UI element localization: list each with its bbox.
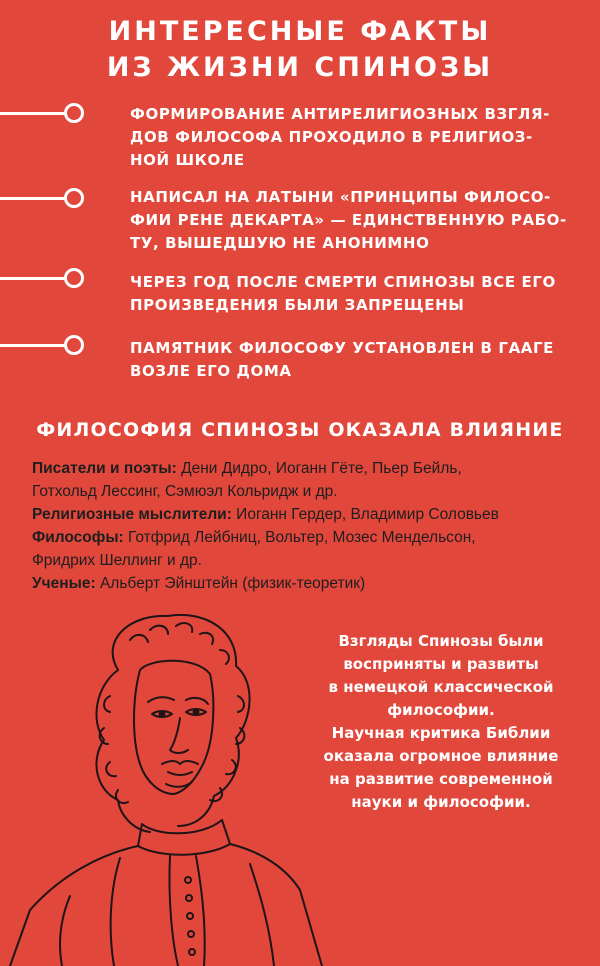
conclusion-line: на развитие современной	[329, 770, 553, 788]
influence-label: Философы:	[32, 529, 124, 546]
fact-line: НАПИСАЛ НА ЛАТЫНИ «ПРИНЦИПЫ ФИЛОСО-	[130, 188, 551, 206]
fact-line: ФОРМИРОВАНИЕ АНТИРЕЛИГИОЗНЫХ ВЗГЛЯ-	[130, 105, 550, 123]
spinoza-portrait-illustration	[0, 600, 330, 966]
fact-item-2	[130, 186, 590, 255]
page-title	[0, 14, 600, 86]
conclusion-line: философии.	[387, 701, 495, 719]
influence-names: Готфрид Лейбниц, Вольтер, Мозес Мендельсон,	[123, 529, 476, 546]
fact-line: ВОЗЛЕ ЕГО ДОМА	[130, 362, 292, 380]
influence-label: Религиозные мыслители:	[32, 506, 232, 523]
influence-names: Дени Дидро, Иоганн Гёте, Пьер Бейль,	[176, 460, 462, 477]
fact-line: ДОВ ФИЛОСОФА ПРОХОДИЛО В РЕЛИГИОЗ-	[130, 128, 533, 146]
conclusion-line: оказала огромное влияние	[323, 747, 559, 765]
influence-names: Иоганн Гердер, Владимир Соловьев	[231, 506, 499, 523]
bullet-circle-icon	[64, 188, 84, 208]
fact-line: ПРОИЗВЕДЕНИЯ БЫЛИ ЗАПРЕЩЕНЫ	[130, 296, 465, 314]
fact-item-4	[130, 337, 590, 383]
conclusion-line: в немецкой классической	[328, 678, 554, 696]
fact-line: НОЙ ШКОЛЕ	[130, 151, 245, 169]
influence-label: Ученые:	[32, 575, 96, 592]
influence-religious	[32, 503, 592, 526]
bullet-circle-icon	[64, 103, 84, 123]
conclusion-text	[296, 630, 586, 814]
conclusion-line: Научная критика Библии	[331, 724, 551, 742]
influence-label: Писатели и поэты:	[32, 460, 177, 477]
fact-line: ТУ, ВЫШЕДШУЮ НЕ АНОНИМНО	[130, 234, 430, 252]
fact-line: ЧЕРЕЗ ГОД ПОСЛЕ СМЕРТИ СПИНОЗЫ ВСЕ ЕГО	[130, 273, 556, 291]
fact-item-1	[130, 103, 590, 172]
influence-names: Фридрих Шеллинг и др.	[32, 552, 202, 569]
influence-scientists	[32, 572, 592, 595]
fact-line: ФИИ РЕНЕ ДЕКАРТА» — ЕДИНСТВЕННУЮ РАБО-	[130, 211, 567, 229]
influence-heading: ФИЛОСОФИЯ СПИНОЗЫ ОКАЗАЛА ВЛИЯНИЕ	[36, 419, 564, 441]
conclusion-line: восприняты и развиты	[343, 655, 539, 673]
fact-line: ПАМЯТНИК ФИЛОСОФУ УСТАНОВЛЕН В ГААГЕ	[130, 339, 554, 357]
conclusion-line: Взгляды Спинозы были	[338, 632, 544, 650]
influence-list	[32, 457, 592, 595]
influence-writers	[32, 457, 592, 480]
conclusion-line: науки и философии.	[351, 793, 531, 811]
influence-philosophers	[32, 526, 592, 549]
influence-names: Альберт Эйнштейн (физик-теоретик)	[95, 575, 366, 592]
bullet-circle-icon	[64, 335, 84, 355]
influence-names: Готхольд Лессинг, Сэмюэл Кольридж и др.	[32, 483, 338, 500]
bullet-circle-icon	[64, 268, 84, 288]
title-line-1: ИНТЕРЕСНЫЕ ФАКТЫ	[108, 16, 492, 47]
fact-item-3	[130, 271, 590, 317]
title-line-2: ИЗ ЖИЗНИ СПИНОЗЫ	[106, 52, 494, 83]
